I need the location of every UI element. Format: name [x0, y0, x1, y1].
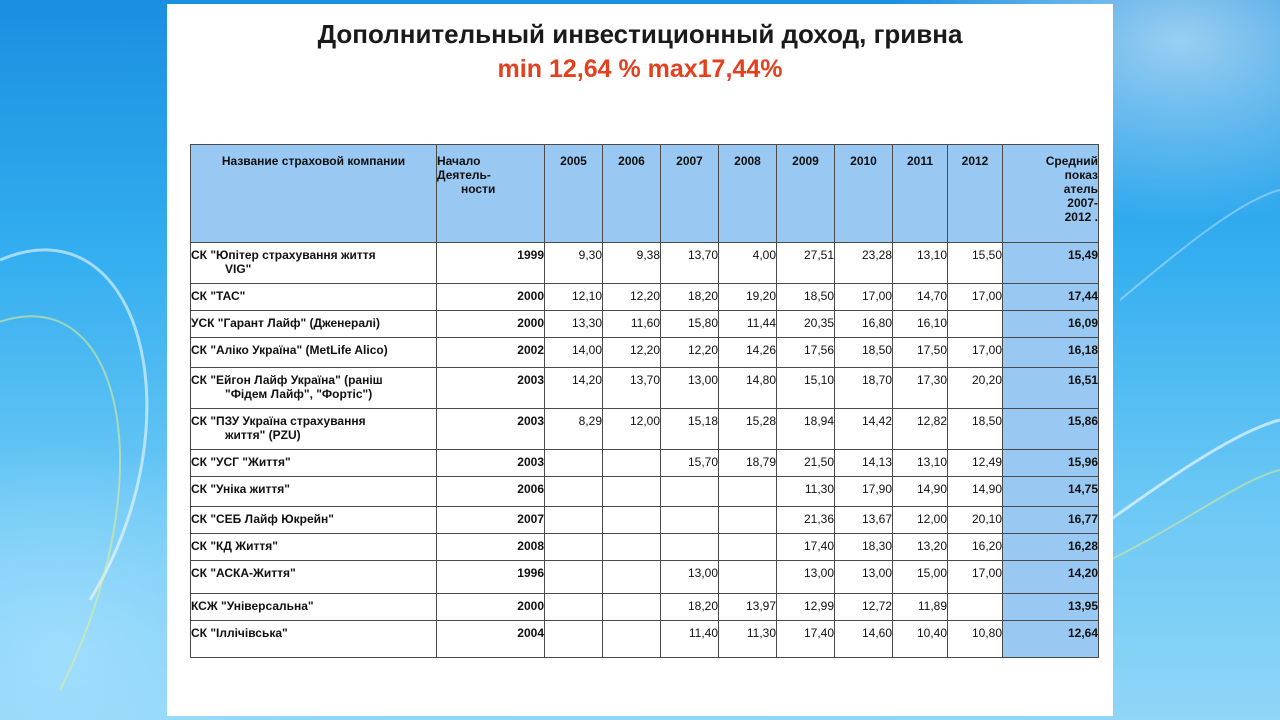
start-year-cell: 2007 [437, 507, 545, 534]
year-value-cell: 15,00 [893, 561, 948, 594]
year-value-cell: 12,00 [603, 409, 661, 450]
company-name-cell [191, 409, 437, 450]
year-value-cell: 11,30 [777, 477, 835, 507]
year-value-cell: 15,10 [777, 368, 835, 409]
year-value-cell: 17,00 [948, 284, 1003, 311]
year-value-cell [603, 561, 661, 594]
average-value-cell: 15,96 [1003, 450, 1099, 477]
table-row [191, 621, 1099, 658]
company-name-line1: СК "Уніка життя" [191, 482, 290, 496]
table-row [191, 534, 1099, 561]
year-value-cell [661, 477, 719, 507]
year-value-cell [661, 534, 719, 561]
average-value-cell: 12,64 [1003, 621, 1099, 658]
start-year-cell: 2003 [437, 450, 545, 477]
year-value-cell: 17,56 [777, 338, 835, 368]
year-value-cell [719, 561, 777, 594]
start-year-cell: 2000 [437, 311, 545, 338]
year-value-cell: 13,10 [893, 243, 948, 284]
average-value-cell: 14,75 [1003, 477, 1099, 507]
year-value-cell [603, 621, 661, 658]
year-value-cell: 18,79 [719, 450, 777, 477]
company-name-cell [191, 477, 437, 507]
year-value-cell: 13,00 [661, 368, 719, 409]
year-value-cell: 16,80 [835, 311, 893, 338]
table-row [191, 594, 1099, 621]
table-row [191, 311, 1099, 338]
year-value-cell [603, 594, 661, 621]
header-year: 2007 [661, 145, 719, 243]
company-name-line1: СК "Іллічівська" [191, 626, 288, 640]
header-year: 2008 [719, 145, 777, 243]
company-name-cell [191, 243, 437, 284]
year-value-cell: 17,90 [835, 477, 893, 507]
company-name-cell [191, 284, 437, 311]
year-value-cell: 14,26 [719, 338, 777, 368]
company-name-cell [191, 368, 437, 409]
company-name-cell [191, 561, 437, 594]
year-value-cell: 14,60 [835, 621, 893, 658]
year-value-cell: 13,97 [719, 594, 777, 621]
year-value-cell: 14,80 [719, 368, 777, 409]
year-value-cell: 11,60 [603, 311, 661, 338]
start-year-cell: 2006 [437, 477, 545, 507]
year-value-cell: 12,99 [777, 594, 835, 621]
company-name-line1: СК "УСГ "Життя" [191, 455, 291, 469]
average-value-cell: 15,86 [1003, 409, 1099, 450]
year-value-cell: 9,38 [603, 243, 661, 284]
year-value-cell: 15,70 [661, 450, 719, 477]
year-value-cell: 12,72 [835, 594, 893, 621]
year-value-cell [719, 477, 777, 507]
year-value-cell: 18,50 [777, 284, 835, 311]
start-year-cell: 1999 [437, 243, 545, 284]
year-value-cell: 11,44 [719, 311, 777, 338]
table-row [191, 409, 1099, 450]
slide-subtitle: min 12,64 % max17,44% [497, 55, 783, 83]
year-value-cell [719, 534, 777, 561]
year-value-cell: 15,80 [661, 311, 719, 338]
year-value-cell: 19,20 [719, 284, 777, 311]
start-year-cell: 2004 [437, 621, 545, 658]
header-average-line5: 2012 . [1064, 210, 1098, 224]
year-value-cell: 14,90 [893, 477, 948, 507]
year-value-cell: 17,40 [777, 534, 835, 561]
year-value-cell: 4,00 [719, 243, 777, 284]
average-value-cell: 16,28 [1003, 534, 1099, 561]
header-year: 2009 [777, 145, 835, 243]
year-value-cell: 21,50 [777, 450, 835, 477]
year-value-cell: 11,89 [893, 594, 948, 621]
year-value-cell: 13,30 [545, 311, 603, 338]
company-name-line1: СК "СЕБ Лайф Юкрейн" [191, 512, 334, 526]
year-value-cell: 14,13 [835, 450, 893, 477]
year-value-cell: 12,49 [948, 450, 1003, 477]
year-value-cell [545, 507, 603, 534]
table-row [191, 561, 1099, 594]
header-year: 2006 [603, 145, 661, 243]
company-name-line2: "Фідем Лайф", "Фортіс") [225, 387, 373, 401]
header-year: 2005 [545, 145, 603, 243]
year-value-cell: 17,00 [948, 561, 1003, 594]
year-value-cell: 17,00 [835, 284, 893, 311]
company-name-cell [191, 338, 437, 368]
year-value-cell [603, 534, 661, 561]
year-value-cell: 12,82 [893, 409, 948, 450]
year-value-cell: 16,20 [948, 534, 1003, 561]
year-value-cell: 14,70 [893, 284, 948, 311]
year-value-cell: 13,70 [661, 243, 719, 284]
year-value-cell [661, 507, 719, 534]
year-value-cell [603, 507, 661, 534]
year-value-cell: 15,50 [948, 243, 1003, 284]
year-value-cell: 14,00 [545, 338, 603, 368]
company-name-line1: СК "АСКА-Життя" [191, 566, 296, 580]
start-year-cell: 2002 [437, 338, 545, 368]
company-name-line2: VIG" [225, 262, 252, 276]
header-start-line2: Деятель- [437, 168, 491, 182]
year-value-cell: 15,28 [719, 409, 777, 450]
year-value-cell: 18,30 [835, 534, 893, 561]
start-year-cell: 2000 [437, 594, 545, 621]
header-start-line1: Начало [437, 154, 481, 168]
year-value-cell: 15,18 [661, 409, 719, 450]
year-value-cell: 10,40 [893, 621, 948, 658]
year-value-cell: 27,51 [777, 243, 835, 284]
slide-title: Дополнительный инвестиционный доход, гривна [317, 19, 963, 49]
start-year-cell: 2003 [437, 368, 545, 409]
year-value-cell [545, 534, 603, 561]
year-value-cell [545, 594, 603, 621]
company-name-cell [191, 507, 437, 534]
year-value-cell: 13,00 [661, 561, 719, 594]
average-value-cell: 16,18 [1003, 338, 1099, 368]
table-row [191, 507, 1099, 534]
table-row [191, 477, 1099, 507]
table-header-row [191, 145, 1099, 243]
company-name-line1: КСЖ "Універсальна" [191, 599, 314, 613]
company-name-line1: СК "КД Життя" [191, 539, 278, 553]
year-value-cell [545, 621, 603, 658]
year-value-cell [948, 594, 1003, 621]
average-value-cell: 14,20 [1003, 561, 1099, 594]
year-value-cell: 21,36 [777, 507, 835, 534]
header-average-line4: 2007- [1067, 196, 1098, 210]
year-value-cell: 13,10 [893, 450, 948, 477]
header-company-name: Название страховой компании [191, 145, 437, 243]
table-row [191, 368, 1099, 409]
header-average-line1: Средний [1045, 154, 1098, 168]
average-value-cell: 16,77 [1003, 507, 1099, 534]
year-value-cell: 12,10 [545, 284, 603, 311]
year-value-cell: 12,20 [603, 284, 661, 311]
year-value-cell: 12,20 [661, 338, 719, 368]
start-year-cell: 2003 [437, 409, 545, 450]
slide [167, 4, 1113, 716]
year-value-cell: 20,20 [948, 368, 1003, 409]
header-average-line2: показ [1064, 168, 1098, 182]
year-value-cell [545, 561, 603, 594]
year-value-cell [545, 477, 603, 507]
average-value-cell: 15,49 [1003, 243, 1099, 284]
header-year: 2011 [893, 145, 948, 243]
table-row [191, 284, 1099, 311]
company-name-cell [191, 621, 437, 658]
year-value-cell: 17,50 [893, 338, 948, 368]
year-value-cell: 14,20 [545, 368, 603, 409]
year-value-cell: 18,70 [835, 368, 893, 409]
company-name-line1: СК "ПЗУ Україна страхування [191, 414, 366, 428]
header-start-line3: ности [461, 182, 496, 196]
company-name-line1: СК "Юпітер страхування життя [191, 248, 376, 262]
year-value-cell: 12,20 [603, 338, 661, 368]
company-name-line1: УСК "Гарант Лайф" (Дженералі) [191, 316, 380, 330]
year-value-cell: 13,70 [603, 368, 661, 409]
year-value-cell: 9,30 [545, 243, 603, 284]
year-value-cell [603, 477, 661, 507]
year-value-cell: 13,00 [835, 561, 893, 594]
header-average-line3: атель [1063, 182, 1098, 196]
year-value-cell: 17,30 [893, 368, 948, 409]
start-year-cell: 1996 [437, 561, 545, 594]
table-row [191, 338, 1099, 368]
year-value-cell: 18,50 [948, 409, 1003, 450]
company-name-line1: СК "Аліко Україна" (MetLife Alico) [191, 343, 388, 357]
year-value-cell [719, 507, 777, 534]
year-value-cell: 20,10 [948, 507, 1003, 534]
header-average [1003, 145, 1099, 243]
header-start-year [437, 145, 545, 243]
start-year-cell: 2008 [437, 534, 545, 561]
table-row [191, 243, 1099, 284]
year-value-cell: 13,00 [777, 561, 835, 594]
year-value-cell: 14,42 [835, 409, 893, 450]
year-value-cell: 8,29 [545, 409, 603, 450]
year-value-cell [545, 450, 603, 477]
year-value-cell: 13,20 [893, 534, 948, 561]
start-year-cell: 2000 [437, 284, 545, 311]
header-year: 2012 [948, 145, 1003, 243]
company-name-line1: СК "Ейгон Лайф Україна" (раніш [191, 373, 383, 387]
company-name-cell [191, 450, 437, 477]
year-value-cell [948, 311, 1003, 338]
average-value-cell: 17,44 [1003, 284, 1099, 311]
year-value-cell: 17,40 [777, 621, 835, 658]
company-name-line2: життя" (PZU) [225, 428, 301, 442]
table-row [191, 450, 1099, 477]
year-value-cell: 11,30 [719, 621, 777, 658]
year-value-cell: 14,90 [948, 477, 1003, 507]
average-value-cell: 16,51 [1003, 368, 1099, 409]
company-name-cell [191, 534, 437, 561]
year-value-cell: 18,50 [835, 338, 893, 368]
year-value-cell: 20,35 [777, 311, 835, 338]
header-year: 2010 [835, 145, 893, 243]
investment-income-table [190, 144, 1099, 658]
average-value-cell: 16,09 [1003, 311, 1099, 338]
year-value-cell: 16,10 [893, 311, 948, 338]
year-value-cell: 10,80 [948, 621, 1003, 658]
year-value-cell: 18,20 [661, 284, 719, 311]
year-value-cell: 12,00 [893, 507, 948, 534]
average-value-cell: 13,95 [1003, 594, 1099, 621]
company-name-cell [191, 594, 437, 621]
year-value-cell: 18,94 [777, 409, 835, 450]
year-value-cell: 18,20 [661, 594, 719, 621]
year-value-cell: 11,40 [661, 621, 719, 658]
company-name-line1: СК "ТАС" [191, 289, 246, 303]
year-value-cell: 13,67 [835, 507, 893, 534]
year-value-cell: 23,28 [835, 243, 893, 284]
year-value-cell [603, 450, 661, 477]
company-name-cell [191, 311, 437, 338]
year-value-cell: 17,00 [948, 338, 1003, 368]
